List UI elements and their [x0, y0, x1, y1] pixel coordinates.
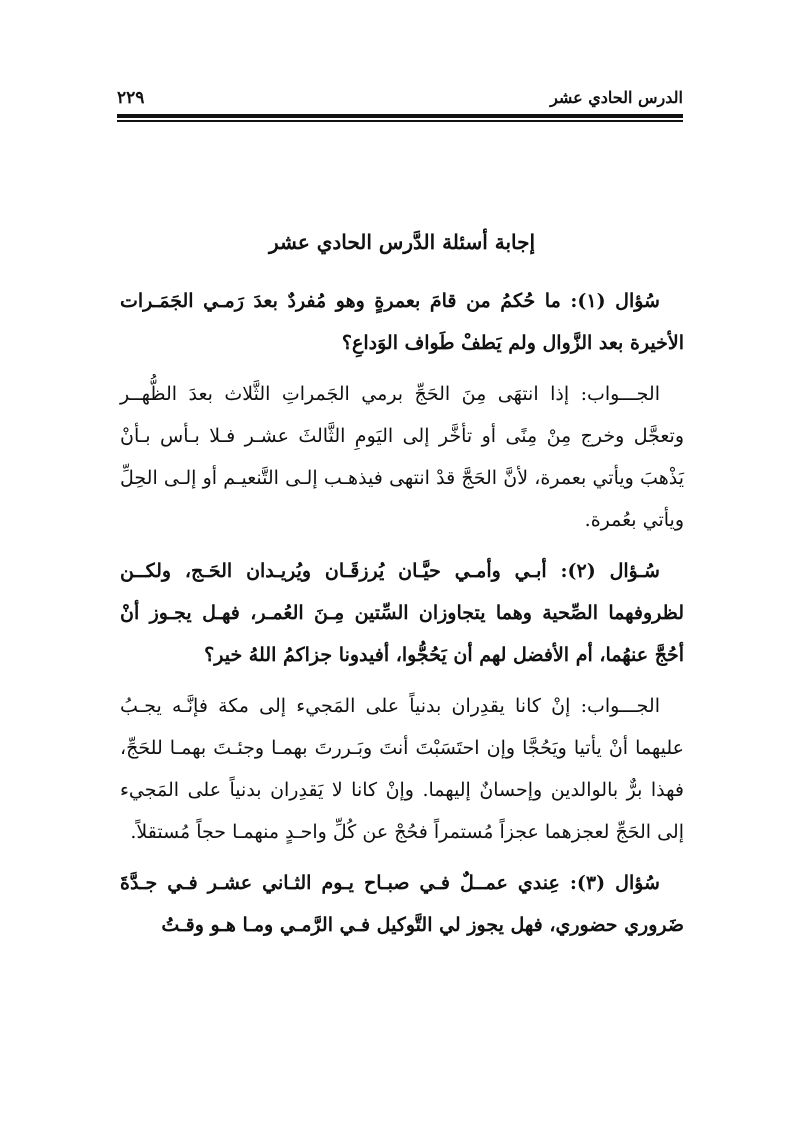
page-body: [120, 222, 684, 955]
answer-2-label: الجـــواب:: [580, 695, 660, 717]
question-2-text: أبـي وأمـي حيَّـان يُرزقَـان ويُريـدان الحَـج، ولكــن لظروفهما الصِّحية وهما يتجاوزان السِّتين مِـنَ العُمـر، فهـل يجـوز أنْ أحُجَّ عنهُما، أم الأفضل لهم أن يَحُجُّوا، أفيدونا جزاكمُ اللهُ خير؟: [120, 560, 684, 666]
question-1-label: سُؤال (١):: [570, 290, 660, 312]
question-3: [120, 862, 684, 946]
section-title: إجابة أسئلة الدَّرس الحادي عشر: [268, 230, 536, 254]
question-3-text: عِندي عمــلٌ فـي صبـاح يـوم الثـاني عشـر فـي جـدَّةَ ضَروري حضوري، فهل يجوز لي التَّوكيل فـي الرَّمـي ومـا هـو وقـتُ: [120, 872, 684, 936]
answer-1: [120, 373, 684, 541]
chapter-title: الدرس الحادي عشر: [550, 88, 683, 107]
answer-2: [120, 685, 684, 853]
header-rule-thick: [117, 114, 683, 118]
answer-1-label: الجـــواب:: [580, 383, 660, 405]
question-2-label: سُـؤال (٢):: [560, 560, 660, 582]
page-number: ٢٢٩: [117, 88, 145, 108]
answer-2-text: إنْ كانا يقدِران بدنياً على المَجيء إلى مكة فإنَّـه يجـبُ عليهما أنْ يأتيا ويَحُجَّا وإن احتَسَبْتَ أنتَ وبَـررتَ بهمـا وجئـتَ بهمـا للحَجِّ، فهذا برٌّ بالوالدين وإحسانٌ إليهما. وإنْ كانا لا يَقدِران بدنياً على المَجيء إلى الحَجِّ لعجزهما عجزاً مُستمراً فحُجْ عن كُلِّ واحـدٍ منهمـا حجاً مُستقلاً.: [120, 695, 684, 843]
question-1-text: ما حُكمُ من قامَ بعمرةٍ وهو مُفردٌ بعدَ رَمـي الجَمَـرات الأخيرة بعد الزَّوال ولم يَطفْ طَواف الوَداعِ؟: [120, 290, 684, 354]
question-3-label: سُؤال (٣):: [569, 872, 660, 894]
question-1: [120, 280, 684, 364]
header-rule-thin: [117, 120, 683, 122]
answer-1-text: إذا انتهَى مِنَ الحَجِّ برمي الجَمراتِ الثَّلاث بعدَ الظُّهــر وتعجَّل وخرج مِنْ مِنًى أو تأخَّر إلى اليَومِ الثَّالثَ عشـر فـلا بـأس بـأنْ يَذْهبَ ويأتي بعمرة، لأنَّ الحَجَّ قدْ انتهى فيذهـب إلـى التَّنعيـم أو إلـى الحِلِّ ويأتي بعُمرة.: [120, 383, 684, 531]
running-header: [117, 88, 683, 114]
question-2: [120, 550, 684, 676]
